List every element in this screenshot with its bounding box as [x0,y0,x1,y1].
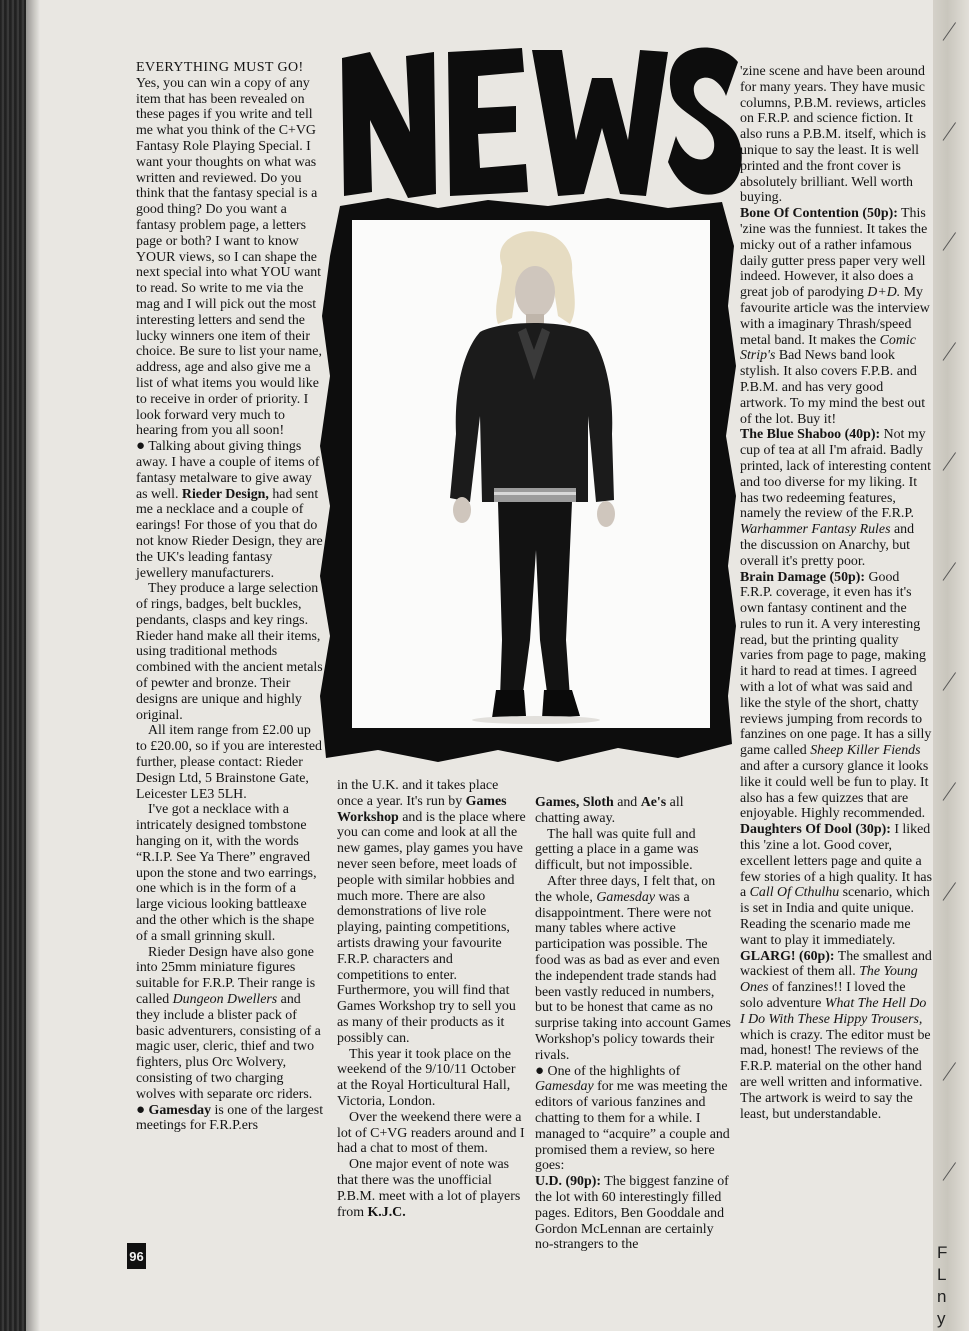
paragraph: Over the weekend there were a lot of C+VG readers around and I had a chat to most of them. [337,1109,525,1157]
paragraph: Daughters Of Dool (30p): I liked this 'zine a lot. Good cover, excellent letters page and quite a few stories of a high quality. It has a Call Of Cthulhu scenario, which is set in India and quite unique. Reading the scenario made me want to play it immediately. [740,822,932,948]
paragraph: The Blue Shaboo (40p): Not my cup of tea at all I'm afraid. Badly printed, lack of interesting content and too diverse for my liking. It has two redeeming features, namely the review of the F.R.P. Warhammer Fantasy Rules and the discussion on Anarchy, but overall it's pretty poor. [740,427,931,569]
binding-edge [0,0,26,1331]
edge-mark [943,122,956,141]
edge-mark [943,562,956,581]
paragraph: Bone Of Contention (50p): This 'zine was the funniest. It takes the micky out of a rather infamous daily gutter press paper very well indeed. However, it also does a great job of parodying D+D. My favourite article was the interview with a imaginary Thrash/speed metal band. It makes the Comic Strip's Bad News band look stylish. It also covers F.P.B. and P.B.M. and has very good artwork. To my mind the best out of the lot. Buy it! [740,206,930,427]
masthead-letter-s [668,48,742,195]
paragraph: U.D. (90p): The biggest fanzine of the lot with 60 interestingly filled pages. Editors, Ben Gooddale and Gordon McLennan are certainly no-strangers to the [535,1174,729,1253]
paragraph: Brain Damage (50p): Good F.R.P. coverage, it even has it's own fantasy continent and the rules to run it. A very interesting read, but the printing quality varies from page to page, making it hard to read at times. I agreed with a lot of what was said and like the style of the short, chatty reviews jumping from records to fanzines on one page. It has a silly game called Sheep Killer Fiends and after a cursory glance it looks like it could well be fun to play. It also has a few quizzes that are enjoyable. Highly recommended. [740,569,932,822]
paragraph: The hall was quite full and getting a place in a game was difficult, but not impossible. [535,826,699,874]
edge-scrap-text: n [937,1287,947,1306]
section-heading: EVERYTHING MUST GO! [136,60,304,75]
masthead-letter-n [342,52,436,198]
edge-mark [943,672,956,691]
paragraph: GLARG! (60p): The smallest and wackiest of them all. The Young Ones of fanzines!! I loved the solo adventure What The Hell Do I Do With These Hippy Trousers, which is crazy. The editor must be mad, honest! The reviews of the F.R.P. material on the other hand are well written and informative. The artwork is weird to say the least, but understandable. [740,948,932,1122]
binding-shadow [26,0,40,1331]
paragraph: I've got a necklace with a intricately designed tombstone hanging on it, with the words “R.I.P. See Ya There” engraved upon the stone and two earrings, one which is in the form of a large vicious looking battleaxe and the other which is the shape of a small grinning skull. [136,802,317,944]
paragraph: All item range from £2.00 up to £20.00, so if you are interested further, please contact: Rieder Design Ltd, 5 Brainstone Gate, Leicester LE3 5LH. [136,723,322,802]
paragraph: 'zine scene and have been around for many years. They have music columns, P.B.M. reviews, articles on F.R.P. and science fiction. It also runs a P.B.M. itself, which is unique to say the least. It is well printed and the front cover is absolutely brilliant. Well worth buying. [740,64,926,206]
edge-mark [943,452,956,471]
bullet-icon: ● [136,1101,146,1118]
paragraph: One major event of note was that there was the unofficial P.B.M. meet with a lot of players from K.J.C. [337,1157,521,1220]
column-3 [535,795,731,1253]
paragraph: Yes, you can win a copy of any item that has been revealed on these pages if you write and tell me what you think of the C+VG Fantasy Role Playing Special. I want your thoughts on what was written and reviewed. Do you think that the fantasy special is a good thing? Do you want a fantasy problem page, a letters page or both? I want to know YOUR views, so I can shape the next special into what YOU want to read. So write to me via the mag and I will pick out the most interesting letters and send the lucky winners one item of their choice. Be sure to list your name, address, age and also give me a list of what items you would like to receive in order of priority. I look forward very much to hearing from you all soon! [136,75,322,439]
edge-scrap-text: F [937,1243,948,1262]
edge-mark [943,1162,956,1181]
news-masthead [336,44,744,204]
paragraph: They produce a large selection of rings, badges, belt buckles, pendants, clasps and key rings. Rieder hand make all their items, using traditional methods combined with the ancient metals of pewter and bronze. Their designs are unique and highly original. [136,581,323,723]
paragraph: After three days, I felt that, on the whole, Gamesday was a disappointment. There were not many tables where active participation was possible. The food was as bad as ever and even the independent trade stands had been vastly reduced in numbers, but to be honest that came as no surprise taking into account Games Workshop's policy towards their rivals. [535,873,731,1063]
column-2 [337,778,527,1220]
page-number: 96 [127,1243,146,1269]
paragraph: ● One of the highlights of Gamesday for me was meeting the editors of various fanzines and chatting to them for a while. I managed to “acquire” a couple and promised them a review, so here goes: [535,1062,730,1174]
edge-mark [943,22,956,41]
paragraph: ● Talking about giving things away. I have a couple of items of fantasy metalware to give away as well. Rieder Design, had sent me a necklace and a couple of earings! For those of you that do not know Rieder Design, they are the UK's leading fantasy jewellery manufacturers. [136,438,323,581]
paragraph: Rieder Design have also gone into 25mm miniature figures suitable for F.R.P. Their range is called Dungeon Dwellers and they include a blister pack of basic adventurers, consisting of a magic user, cleric, thief and two fighters, plus Orc Wolvery, consisting of two charging wolves with separate orc riders. [136,944,321,1102]
masthead-letter-w [532,50,668,196]
edge-mark [943,342,956,361]
masthead-letter-e [448,48,528,196]
edge-scrap-text: L [937,1265,947,1284]
musician-photo [352,220,710,728]
paragraph: Games, Sloth and Ae's all chatting away. [535,795,684,826]
column-4 [740,64,932,1122]
column-1 [136,60,324,1134]
paragraph: This year it took place on the weekend of the 9/10/11 October at the Royal Horticultural Hall, Victoria, London. [337,1046,516,1109]
edge-mark [943,232,956,251]
edge-mark [943,782,956,801]
edge-scrap-text: y [937,1309,946,1328]
paragraph: ● Gamesday is one of the largest meetings for F.R.P.ers [136,1101,324,1134]
paragraph: in the U.K. and it takes place once a year. It's run by Games Workshop and is the place where you can come and look at all the new games, play games you have never seen before, meet loads of people with similar hobbies and much more. There are also demonstrations of live role playing, painting competitions, artists drawing your favourite F.R.P. characters and competitions to enter. Furthermore, you will find that Games Workshop try to sell you as many of their products as it possibly can. [337,778,526,1046]
facing-page-edge [933,0,969,1331]
edge-mark [943,882,956,901]
bullet-icon: ● [136,438,146,455]
bullet-icon: ● [535,1062,545,1079]
edge-mark [943,1062,956,1081]
